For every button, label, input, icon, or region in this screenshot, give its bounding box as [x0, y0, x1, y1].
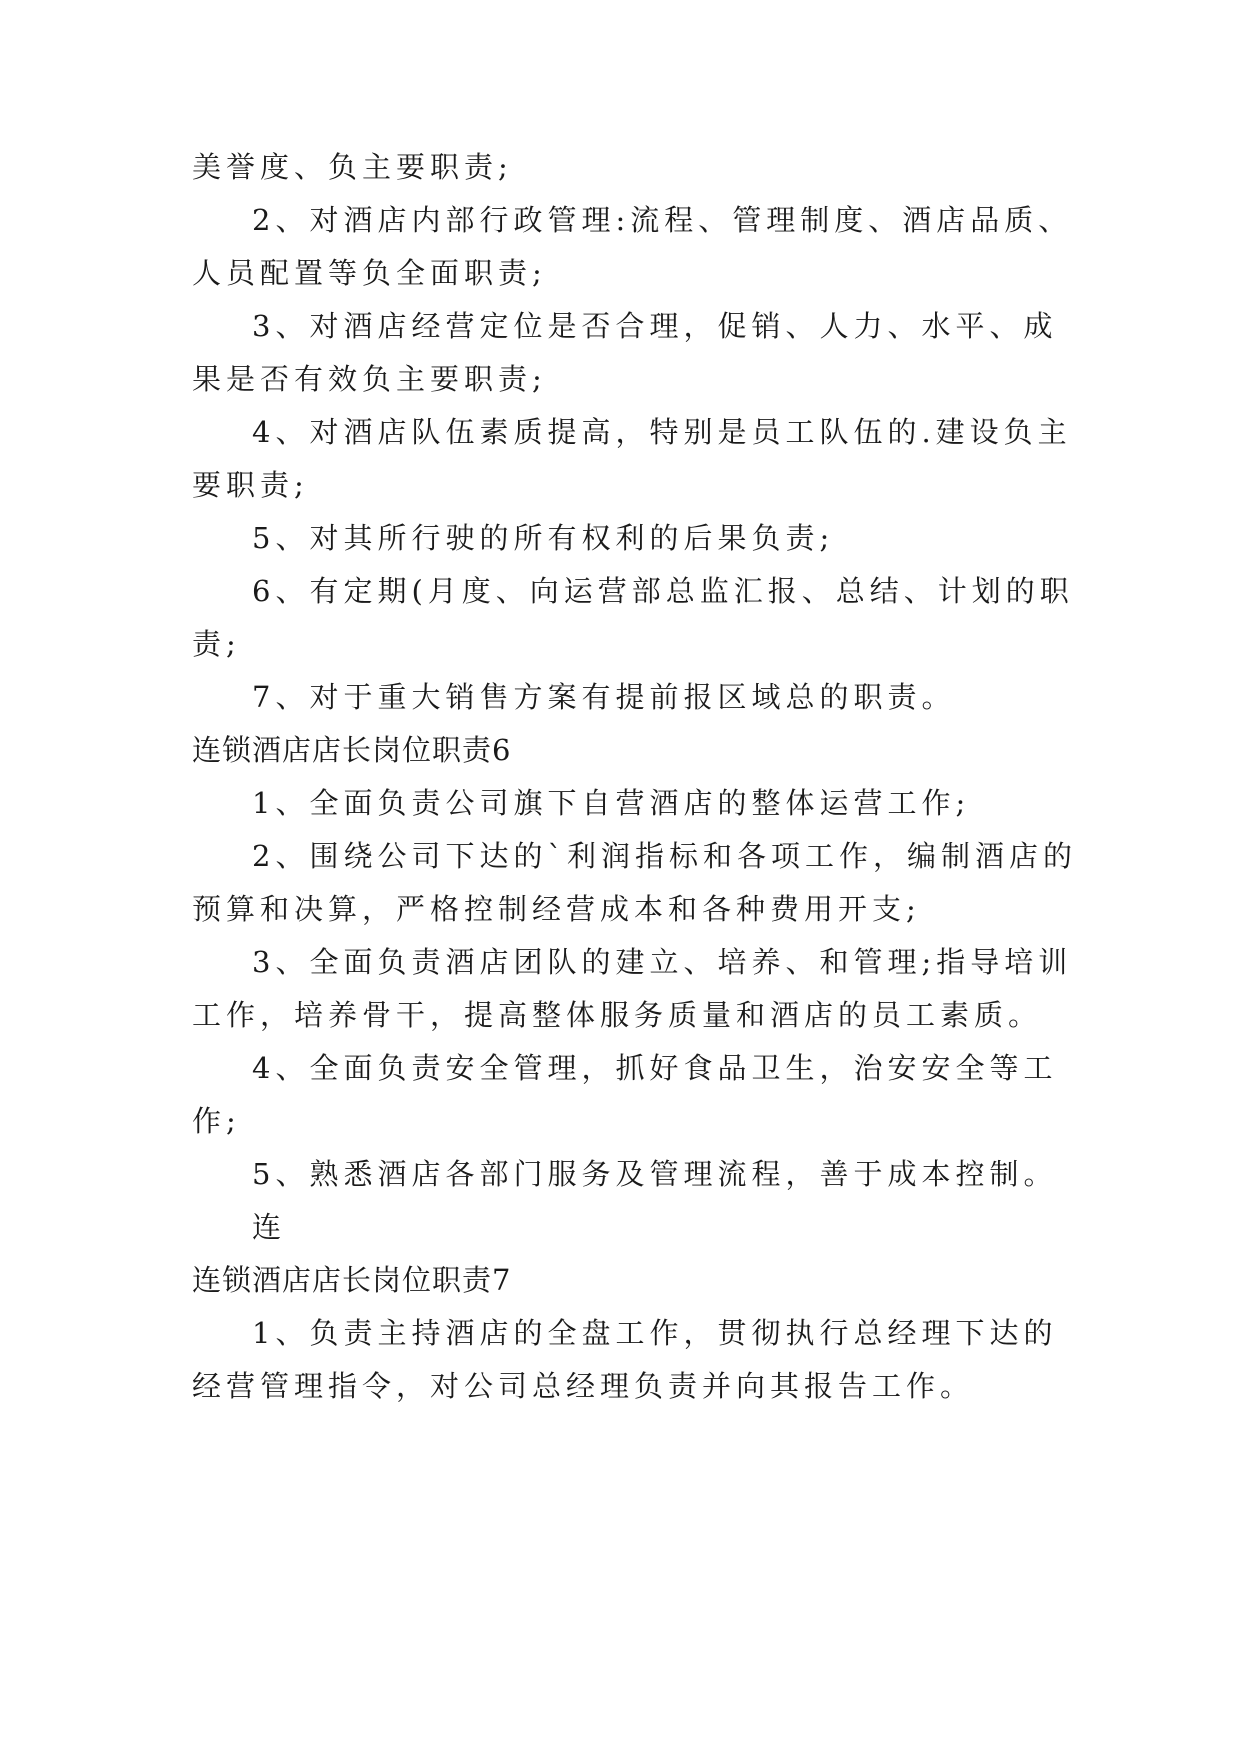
text-line: 作; [192, 1104, 241, 1138]
text-line: 5、对其所行驶的所有权利的后果负责; [252, 521, 835, 555]
text-line: 3、对酒店经营定位是否合理，促销、人力、水平、成 [252, 309, 1058, 343]
text-line: 2、围绕公司下达的`利润指标和各项工作，编制酒店的 [252, 839, 1077, 873]
text-line: 5、熟悉酒店各部门服务及管理流程，善于成本控制。 [252, 1157, 1058, 1191]
text-line: 4、对酒店队伍素质提高，特别是员工队伍的.建设负主 [252, 415, 1072, 449]
text-line: 经营管理指令，对公司总经理负责并向其报告工作。 [192, 1369, 975, 1403]
text-line: 3、全面负责酒店团队的建立、培养、和管理;指导培训 [252, 945, 1073, 979]
text-line: 预算和决算，严格控制经营成本和各种费用开支; [192, 892, 921, 926]
text-line: 2、对酒店内部行政管理:流程、管理制度、酒店品质、 [252, 203, 1073, 237]
text-line: 要职责; [192, 468, 309, 502]
text-line: 4、全面负责安全管理，抓好食品卫生，治安安全等工 [252, 1051, 1058, 1085]
section-heading: 连锁酒店店长岗位职责6 [192, 733, 512, 767]
text-line: 果是否有效负主要职责; [192, 362, 547, 396]
text-line: 人员配置等负全面职责; [192, 256, 547, 290]
text-line: 7、对于重大销售方案有提前报区域总的职责。 [252, 680, 956, 714]
text-line: 美誉度、负主要职责; [192, 150, 513, 184]
text-line: 责; [192, 627, 241, 661]
section-heading: 连锁酒店店长岗位职责7 [192, 1263, 512, 1297]
text-line: 1、负责主持酒店的全盘工作，贯彻执行总经理下达的 [252, 1316, 1058, 1350]
text-line: 6、有定期(月度、向运营部总监汇报、总结、计划的职 [252, 574, 1074, 608]
text-line: 1、全面负责公司旗下自营酒店的整体运营工作; [252, 786, 971, 820]
text-line: 连 [252, 1210, 287, 1244]
text-line: 工作，培养骨干，提高整体服务质量和酒店的员工素质。 [192, 998, 1043, 1032]
